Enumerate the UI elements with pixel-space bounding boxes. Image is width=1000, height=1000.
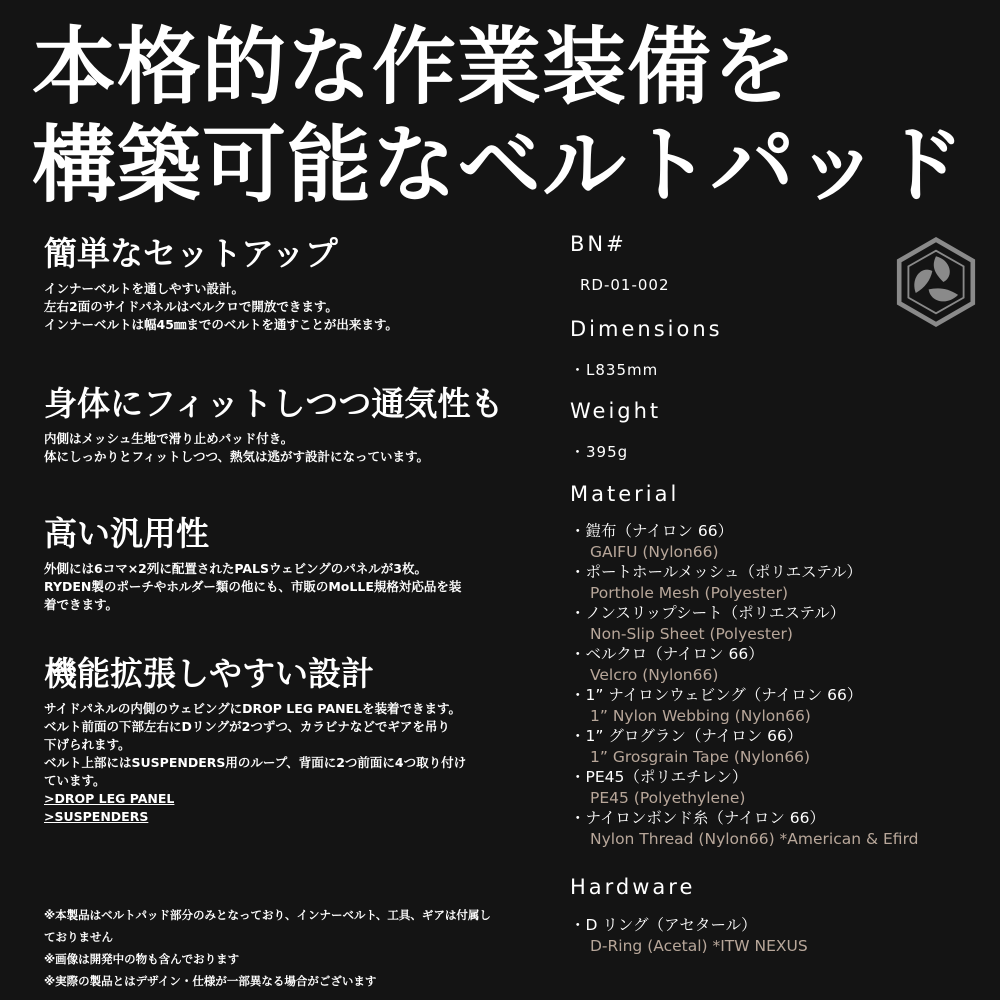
material-jp: ・鎧布（ナイロン 66）	[570, 522, 734, 540]
material-en: Porthole Mesh (Polyester)	[590, 583, 788, 602]
hexagon-tomoe-logo-icon	[890, 236, 982, 328]
feature-line: ています。	[44, 773, 106, 788]
material-jp: ・1” ナイロンウェビング（ナイロン 66）	[570, 686, 863, 704]
hardware-en: D-Ring (Acetal) *ITW NEXUS	[590, 936, 808, 955]
note-line: ※実際の製品とはデザイン・仕様が一部異なる場合がございます	[44, 974, 377, 988]
feature-versatility	[44, 512, 461, 614]
feature-body	[44, 700, 466, 826]
drop-leg-panel-link[interactable]: >DROP LEG PANEL	[44, 791, 175, 806]
material-label: Material	[570, 482, 680, 506]
feature-line: 左右2面のサイドパネルはベルクロで開放できます。	[44, 299, 338, 314]
material-en: PE45 (Polyethylene)	[590, 788, 746, 807]
hero-heading	[32, 18, 992, 214]
material-en: Velcro (Nylon66)	[590, 665, 719, 684]
note-line: ※画像は開発中の物も含んでおります	[44, 952, 240, 966]
feature-line: 下げられます。	[44, 737, 131, 752]
suspenders-link[interactable]: >SUSPENDERS	[44, 809, 149, 824]
hardware-label: Hardware	[570, 875, 696, 899]
feature-line: サイドパネルの内側のウェビングにDROP LEG PANELを装着できます。	[44, 701, 462, 716]
material-en: Nylon Thread (Nylon66) *American & Efird	[590, 829, 919, 848]
feature-body	[44, 280, 398, 334]
feature-body	[44, 430, 503, 466]
feature-line: 体にしっかりとフィットしつつ、熱気は逃がす設計になっています。	[44, 449, 430, 464]
material-jp: ・ポートホールメッシュ（ポリエステル）	[570, 563, 863, 581]
feature-line: インナーベルトを通しやすい設計。	[44, 281, 245, 296]
material-en: Non-Slip Sheet (Polyester)	[590, 624, 793, 643]
feature-line: インナーベルトは幅45㎜までのベルトを通すことが出来ます。	[44, 317, 398, 332]
material-jp: ・ノンスリップシート（ポリエステル）	[570, 604, 846, 622]
material-en: 1” Grosgrain Tape (Nylon66)	[590, 747, 811, 766]
weight-value: ・395g	[570, 443, 629, 461]
feature-line: 着できます。	[44, 597, 119, 612]
feature-line: ベルト上部にはSUSPENDERS用のループ、背面に2つ前面に4つ取り付け	[44, 755, 467, 770]
feature-line: ベルト前面の下部左右にDリングが2つずつ、カラビナなどでギアを吊り	[44, 719, 450, 734]
bn-label: BN#	[570, 232, 627, 256]
feature-fit	[44, 382, 503, 466]
feature-line: RYDEN製のポーチやホルダー類の他にも、市販のMoLLE規格対応品を装	[44, 579, 462, 594]
feature-title: 機能拡張しやすい設計	[44, 654, 374, 693]
feature-title: 身体にフィットしつつ通気性も	[44, 384, 504, 423]
feature-expandability	[44, 652, 466, 826]
hardware-list	[570, 915, 990, 956]
hero-line-1: 本格的な作業装備を	[32, 18, 798, 116]
material-jp: ・ベルクロ（ナイロン 66）	[570, 645, 764, 663]
material-en: GAIFU (Nylon66)	[590, 542, 719, 561]
feature-title: 高い汎用性	[44, 514, 209, 553]
weight-label: Weight	[570, 399, 662, 423]
feature-body	[44, 560, 461, 614]
hardware-jp: ・D リング（アセタール）	[570, 916, 757, 934]
bn-value: RD-01-002	[580, 276, 670, 294]
disclaimer-notes	[44, 904, 564, 992]
material-list	[570, 521, 990, 849]
material-jp: ・1” グログラン（ナイロン 66）	[570, 727, 803, 745]
note-line: ておりません	[44, 930, 113, 944]
hero-line-2: 構築可能なベルトパッド	[32, 116, 966, 214]
dimensions-label: Dimensions	[570, 317, 723, 341]
note-line: ※本製品はベルトパッド部分のみとなっており、インナーベルト、工具、ギアは付属し	[44, 908, 491, 922]
feature-line: 内側はメッシュ生地で滑り止めパッド付き。	[44, 431, 294, 446]
spec-column	[570, 230, 990, 956]
feature-title: 簡単なセットアップ	[44, 234, 338, 273]
material-jp: ・PE45（ポリエチレン）	[570, 768, 748, 786]
material-jp: ・ナイロンボンド糸（ナイロン 66）	[570, 809, 825, 827]
dimensions-value: ・L835mm	[570, 361, 659, 379]
feature-setup	[44, 232, 398, 334]
material-en: 1” Nylon Webbing (Nylon66)	[590, 706, 811, 725]
feature-line: 外側には6コマ×2列に配置されたPALSウェビングのパネルが3枚。	[44, 561, 427, 576]
